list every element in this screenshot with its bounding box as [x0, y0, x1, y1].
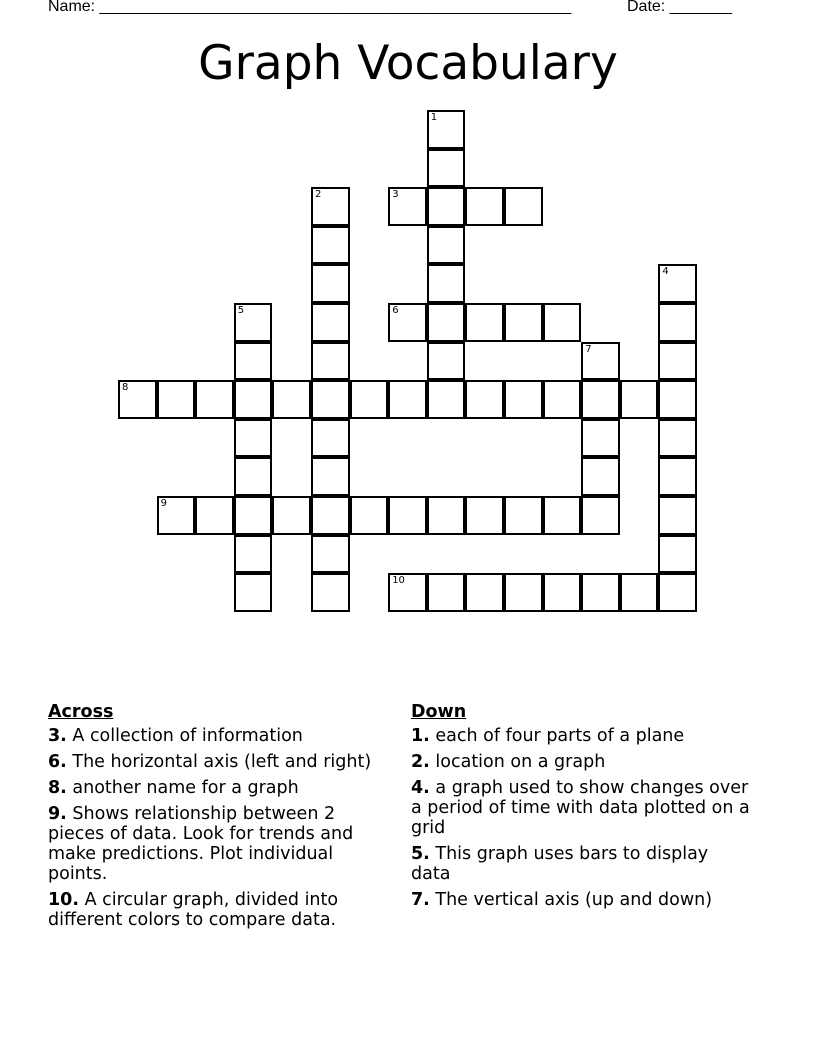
grid-cell[interactable] [465, 187, 504, 226]
grid-cell[interactable] [543, 303, 582, 342]
grid-cell[interactable] [388, 573, 427, 612]
across-clue-3 [48, 726, 388, 746]
clue-text: This graph uses bars to display data [411, 844, 709, 884]
across-heading: Across [48, 702, 114, 722]
grid-cell[interactable] [234, 535, 273, 574]
grid-cell[interactable] [427, 149, 466, 188]
page-title: Graph Vocabulary [198, 36, 618, 91]
grid-cell[interactable] [234, 457, 273, 496]
grid-cell[interactable] [388, 303, 427, 342]
grid-cell[interactable] [234, 380, 273, 419]
cell-number: 2 [315, 189, 322, 201]
grid-cell[interactable] [658, 380, 697, 419]
clue-text: The vertical axis (up and down) [435, 890, 713, 910]
grid-cell[interactable] [581, 496, 620, 535]
grid-cell[interactable] [658, 342, 697, 381]
grid-cell[interactable] [581, 419, 620, 458]
clue-number: 7. [411, 890, 430, 910]
grid-cell[interactable] [272, 496, 311, 535]
grid-cell[interactable] [427, 380, 466, 419]
grid-cell[interactable] [427, 342, 466, 381]
grid-cell[interactable] [620, 573, 659, 612]
clue-number: 5. [411, 844, 430, 864]
grid-cell[interactable] [504, 187, 543, 226]
grid-cell[interactable] [311, 535, 350, 574]
grid-cell[interactable] [465, 496, 504, 535]
clue-number: 2. [411, 752, 430, 772]
cell-number: 9 [160, 498, 167, 509]
grid-cell[interactable] [504, 496, 543, 535]
grid-cell[interactable] [311, 380, 350, 419]
grid-cell[interactable] [427, 303, 466, 342]
grid-cell[interactable] [658, 419, 697, 458]
grid-cell[interactable] [311, 419, 350, 458]
across-clue-8 [48, 778, 388, 798]
clue-number: 1. [411, 726, 430, 746]
grid-cell[interactable] [234, 342, 273, 381]
down-clue-2 [411, 752, 751, 772]
clue-number: 10. [48, 890, 80, 910]
grid-cell[interactable] [234, 573, 273, 612]
cell-number: 7 [585, 343, 592, 355]
grid-cell[interactable] [543, 380, 582, 419]
clue-text: a graph used to show changes over a period of time with data plotted on a grid [411, 778, 750, 838]
grid-cell[interactable] [157, 380, 196, 419]
grid-cell[interactable] [234, 303, 273, 342]
cell-number: 3 [392, 189, 399, 201]
clue-number: 8. [48, 778, 67, 798]
clue-text: The horizontal axis (left and right) [72, 752, 372, 772]
grid-cell[interactable] [427, 573, 466, 612]
clue-number: 4. [411, 778, 430, 798]
grid-cell[interactable] [311, 496, 350, 535]
name-field-label: Name: _____________________________________________________ [48, 0, 572, 15]
grid-cell[interactable] [427, 110, 466, 149]
grid-cell[interactable] [427, 264, 466, 303]
clue-text: A circular graph, divided into different colors to compare data. [48, 890, 339, 930]
grid-cell[interactable] [195, 380, 234, 419]
grid-cell[interactable] [157, 496, 196, 535]
grid-cell[interactable] [118, 380, 157, 419]
grid-cell[interactable] [658, 496, 697, 535]
grid-cell[interactable] [658, 457, 697, 496]
grid-cell[interactable] [311, 226, 350, 265]
down-clues [411, 700, 751, 916]
cell-number: 1 [430, 112, 438, 123]
across-clue-10 [48, 890, 388, 930]
down-heading: Down [411, 702, 467, 722]
grid-cell[interactable] [311, 573, 350, 612]
grid-cell[interactable] [195, 496, 234, 535]
cell-number: 10 [392, 575, 405, 587]
clue-text: each of four parts of a plane [435, 726, 685, 746]
down-clue-1 [411, 726, 751, 746]
grid-cell[interactable] [388, 187, 427, 226]
grid-cell[interactable] [581, 342, 620, 381]
grid-cell[interactable] [311, 187, 350, 226]
grid-cell[interactable] [504, 380, 543, 419]
clue-text: another name for a graph [72, 778, 299, 798]
grid-cell[interactable] [658, 303, 697, 342]
date-field-label: Date: _______ [627, 0, 732, 15]
grid-cell[interactable] [388, 380, 427, 419]
clue-text: Shows relationship between 2 pieces of data. Look for trends and make predictions. Plot individual points. [48, 804, 354, 884]
grid-cell[interactable] [465, 303, 504, 342]
clue-number: 6. [48, 752, 67, 772]
grid-cell[interactable] [581, 573, 620, 612]
cell-number: 4 [662, 266, 669, 278]
grid-cell[interactable] [658, 573, 697, 612]
grid-cell[interactable] [543, 496, 582, 535]
grid-cell[interactable] [427, 187, 466, 226]
grid-cell[interactable] [581, 380, 620, 419]
grid-cell[interactable] [350, 380, 389, 419]
grid-cell[interactable] [427, 226, 466, 265]
across-clues [48, 700, 388, 936]
grid-cell[interactable] [427, 496, 466, 535]
down-clue-7 [411, 890, 751, 910]
cell-number: 8 [122, 382, 129, 394]
across-clue-6 [48, 752, 388, 772]
grid-cell[interactable] [465, 573, 504, 612]
grid-cell[interactable] [272, 380, 311, 419]
cell-number: 6 [392, 305, 399, 316]
grid-cell[interactable] [311, 342, 350, 381]
grid-cell[interactable] [543, 573, 582, 612]
clue-text: location on a graph [435, 752, 606, 772]
grid-cell[interactable] [465, 380, 504, 419]
cell-number: 5 [237, 305, 245, 316]
grid-cell[interactable] [658, 535, 697, 574]
grid-cell[interactable] [581, 457, 620, 496]
grid-cell[interactable] [311, 303, 350, 342]
grid-cell[interactable] [311, 457, 350, 496]
grid-cell[interactable] [504, 573, 543, 612]
across-clue-9 [48, 804, 388, 884]
down-clue-4 [411, 778, 751, 838]
grid-cell[interactable] [504, 303, 543, 342]
grid-cell[interactable] [658, 264, 697, 303]
clue-number: 3. [48, 726, 67, 746]
grid-cell[interactable] [234, 419, 273, 458]
grid-cell[interactable] [311, 264, 350, 303]
down-clue-5 [411, 844, 751, 884]
clue-text: A collection of information [72, 726, 303, 746]
grid-cell[interactable] [388, 496, 427, 535]
grid-cell[interactable] [234, 496, 273, 535]
clue-number: 9. [48, 804, 67, 824]
grid-cell[interactable] [350, 496, 389, 535]
grid-cell[interactable] [620, 380, 659, 419]
